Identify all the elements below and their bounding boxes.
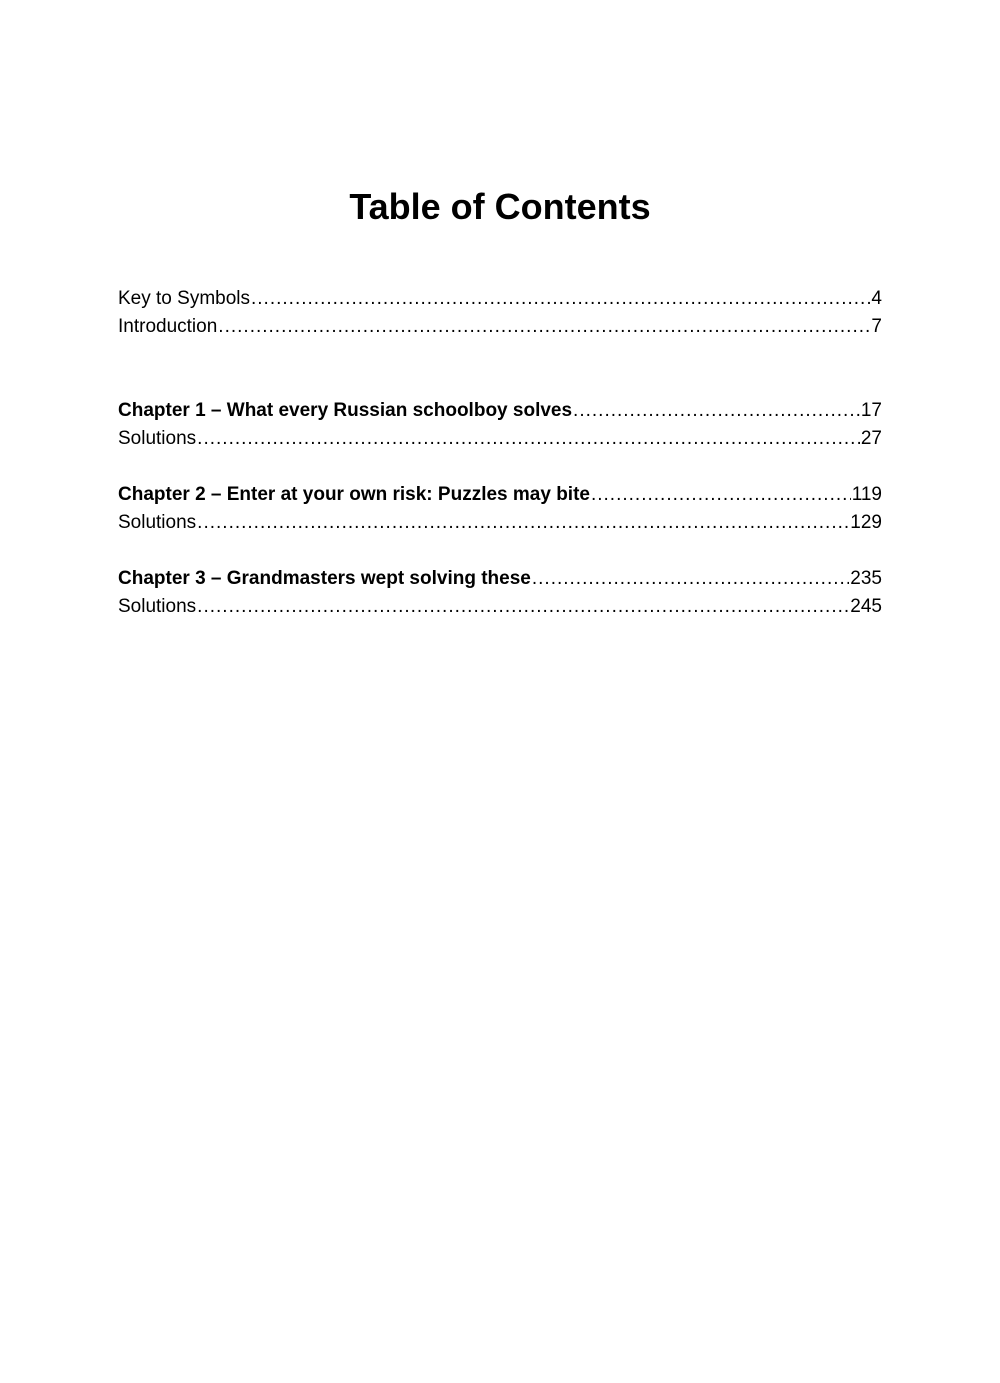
toc-entry-page: 4 xyxy=(871,288,882,309)
page-title: Table of Contents xyxy=(349,186,651,227)
toc-entry-chapter-1-solutions[interactable] xyxy=(118,425,882,453)
chapter-1-group xyxy=(118,397,882,453)
toc-entry-chapter-2-solutions[interactable] xyxy=(118,509,882,537)
dot-leader xyxy=(573,397,860,425)
toc-entry-page: 7 xyxy=(871,316,882,337)
dot-leader xyxy=(197,509,849,537)
dot-leader xyxy=(532,565,849,593)
solutions-page: 245 xyxy=(850,596,882,617)
solutions-label: Solutions xyxy=(118,512,197,533)
dot-leader xyxy=(197,425,860,453)
toc-entry-key-to-symbols[interactable] xyxy=(118,285,882,313)
toc-entry-chapter-3[interactable] xyxy=(118,565,882,593)
dot-leader xyxy=(218,313,870,341)
chapter-page: 119 xyxy=(851,484,882,505)
chapter-title: Chapter 1 – What every Russian schoolboy solves xyxy=(118,400,573,421)
toc-entry-chapter-3-solutions[interactable] xyxy=(118,593,882,621)
solutions-page: 27 xyxy=(860,428,882,449)
dot-leader xyxy=(591,481,851,509)
dot-leader xyxy=(197,593,849,621)
front-matter-list xyxy=(118,285,882,341)
solutions-label: Solutions xyxy=(118,428,197,449)
dot-leader xyxy=(251,285,870,313)
toc-entry-chapter-1[interactable] xyxy=(118,397,882,425)
chapter-3-group xyxy=(118,565,882,621)
chapter-page: 17 xyxy=(860,400,882,421)
chapter-page: 235 xyxy=(850,568,882,589)
solutions-page: 129 xyxy=(850,512,882,533)
toc-entry-introduction[interactable] xyxy=(118,313,882,341)
solutions-label: Solutions xyxy=(118,596,197,617)
table-of-contents xyxy=(118,285,882,649)
toc-entry-label: Introduction xyxy=(118,316,218,337)
toc-entry-chapter-2[interactable] xyxy=(118,481,882,509)
toc-entry-label: Key to Symbols xyxy=(118,288,250,309)
chapter-title: Chapter 2 – Enter at your own risk: Puzzles may bite xyxy=(118,484,590,505)
chapter-title: Chapter 3 – Grandmasters wept solving these xyxy=(118,568,531,589)
chapter-2-group xyxy=(118,481,882,537)
